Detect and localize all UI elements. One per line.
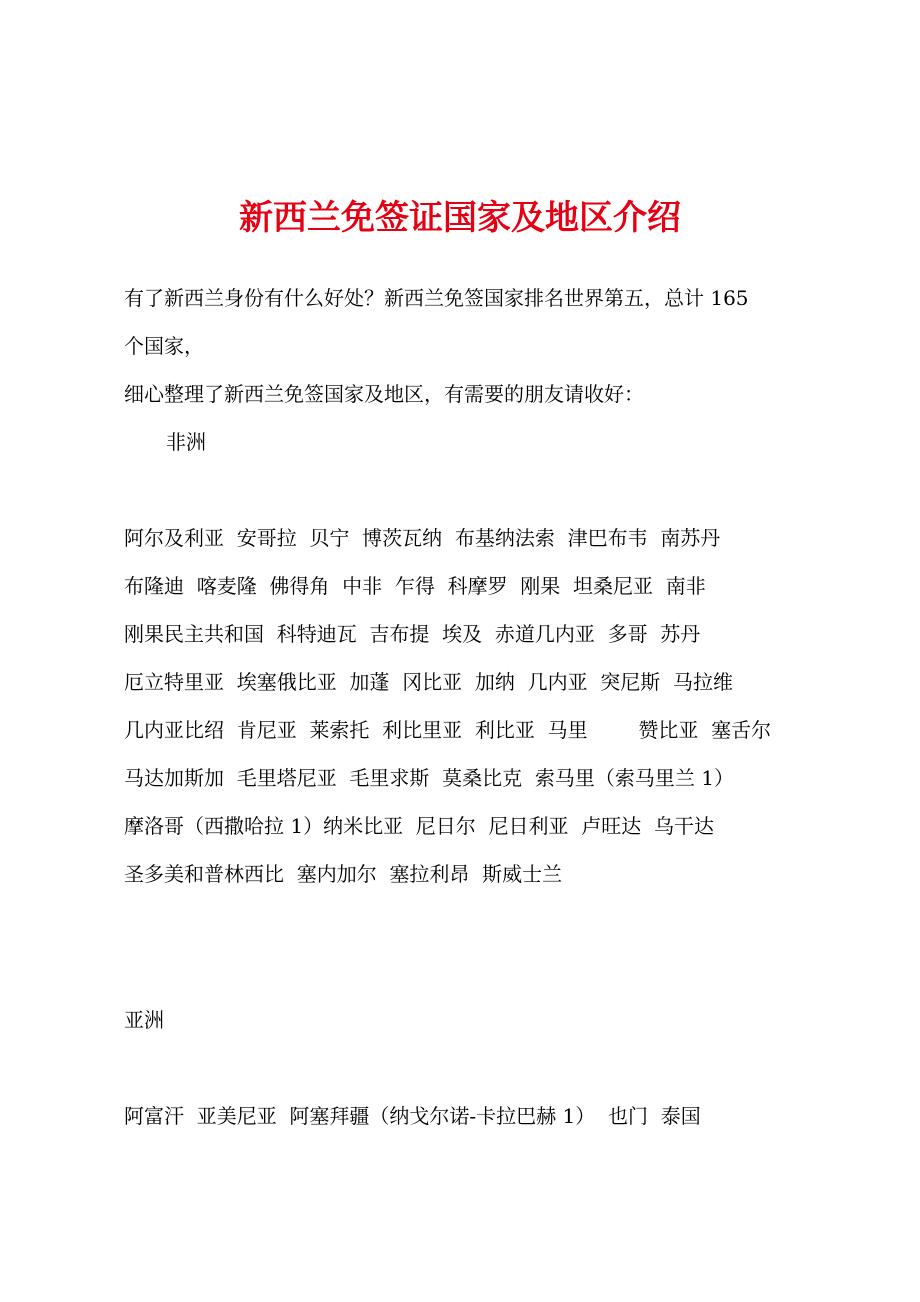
page-title: 新西兰免签证国家及地区介绍 <box>239 198 681 238</box>
country-list-line: 几内亚比绍 肯尼亚 莱索托 利比里亚 利比亚 马里 赞比亚 塞舌尔 <box>124 718 772 742</box>
country-list-line: 刚果民主共和国 科特迪瓦 吉布提 埃及 赤道几内亚 多哥 苏丹 <box>124 622 701 646</box>
intro-line-2: 个国家， <box>124 334 204 358</box>
section-heading-asia: 亚洲 <box>124 1008 164 1032</box>
intro-line-1: 有了新西兰身份有什么好处？新西兰免签国家排名世界第五，总计 165 <box>124 286 749 310</box>
country-list-line: 阿尔及利亚 安哥拉 贝宁 博茨瓦纳 布基纳法索 津巴布韦 南苏丹 <box>124 526 721 550</box>
country-list-line: 马达加斯加 毛里塔尼亚 毛里求斯 莫桑比克 索马里（索马里兰 1） <box>124 766 734 790</box>
country-list-line: 布隆迪 喀麦隆 佛得角 中非 乍得 科摩罗 刚果 坦桑尼亚 南非 <box>124 574 706 598</box>
country-list-line: 厄立特里亚 埃塞俄比亚 加蓬 冈比亚 加纳 几内亚 突尼斯 马拉维 <box>124 670 734 694</box>
intro-line-3: 细心整理了新西兰免签国家及地区，有需要的朋友请收好： <box>124 382 644 406</box>
country-list-line: 圣多美和普林西比 塞内加尔 塞拉利昂 斯威士兰 <box>124 862 563 886</box>
country-list-line: 摩洛哥（西撒哈拉 1）纳米比亚 尼日尔 尼日利亚 卢旺达 乌干达 <box>124 814 714 838</box>
country-list-line: 阿富汗 亚美尼亚 阿塞拜疆（纳戈尔诺-卡拉巴赫 1） 也门 泰国 <box>124 1104 701 1128</box>
section-heading-africa: 非洲 <box>166 430 206 454</box>
